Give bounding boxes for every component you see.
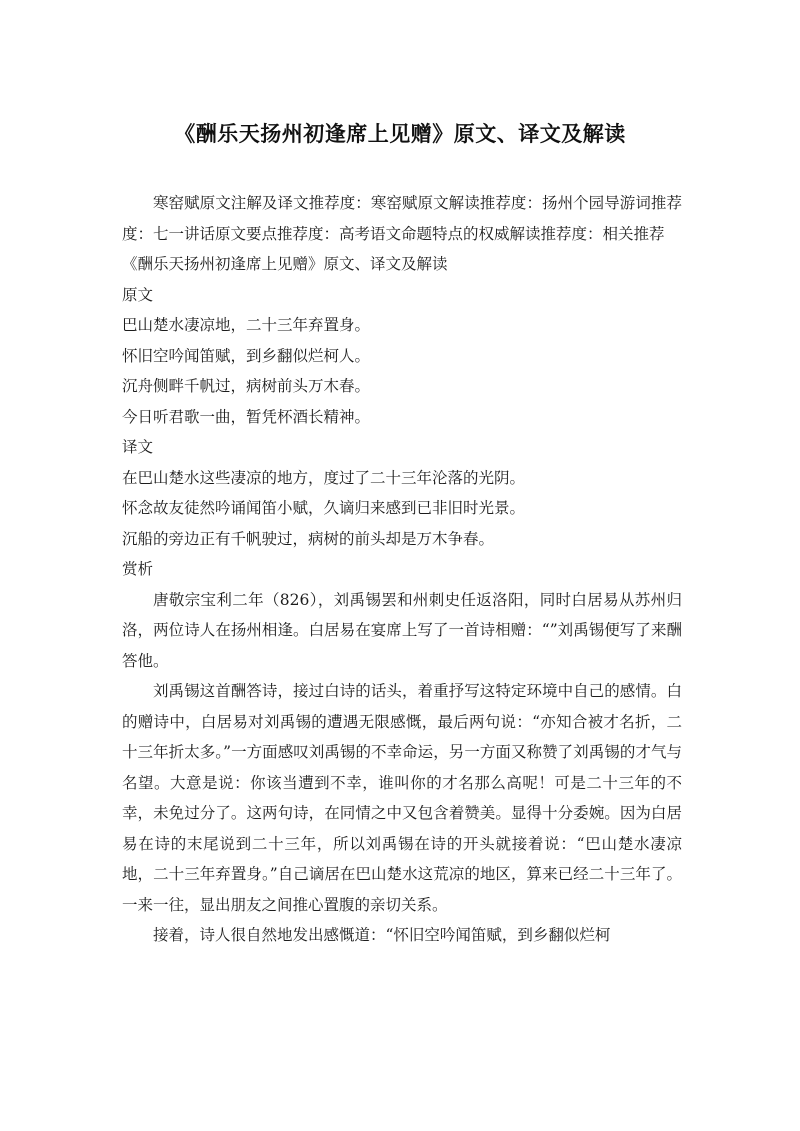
translation-line: 沉船的旁边正有千帆驶过，病树的前头却是万木争春。 bbox=[122, 529, 495, 548]
translation-line: 怀念故友徒然吟诵闻笛小赋，久谪归来感到已非旧时光景。 bbox=[122, 499, 526, 517]
analysis-paragraph: 刘禹锡这首酬答诗，接过白诗的话头，着重抒写这特定环境中自己的感情。白的赠诗中，白居易对刘禹锡的遭遇无限感慨，最后两句说：“亦知合被才名折，二十三年折太多。”一方面感叹刘禹锡的不幸命运，另一方面又称赞了刘禹锡的才气与名望。大意是说：你该当遭到不幸，谁叫你的才名那么高呢！可是二十三年的不幸，未免过分了。这两句诗，在同情之中又包含着赞美。显得十分委婉。因为白居易在诗的末尾说到二十三年，所以刘禹锡在诗的开头就接着说：“巴山楚水凄凉地，二十三年弃置身。”自己谪居在巴山楚水这荒凉的地区，算来已经二十三年了。一来一往，显出朋友之间推心置腹的亲切关系。 bbox=[122, 682, 682, 914]
poem-line: 沉舟侧畔千帆过，病树前头万木春。 bbox=[122, 377, 371, 395]
translation-heading: 译文 bbox=[122, 438, 154, 456]
translation-line: 在巴山楚水这些凄凉的地方，度过了二十三年沦落的光阴。 bbox=[122, 468, 526, 487]
analysis-heading: 赏析 bbox=[122, 560, 154, 578]
repeat-title: 《酬乐天扬州初逢席上见赠》原文、译文及解读 bbox=[122, 255, 448, 273]
intro-paragraph: 寒窑赋原文注解及译文推荐度：寒窑赋原文解读推荐度：扬州个园导游词推荐度：七一讲话原文要点推荐度：高考语文命题特点的权威解读推荐度：相关推荐 bbox=[122, 194, 682, 243]
poem-line: 今日听君歌一曲，暂凭杯酒长精神。 bbox=[122, 407, 371, 426]
poem-line: 怀旧空吟闻笛赋，到乡翻似烂柯人。 bbox=[122, 346, 371, 365]
poem-line: 巴山楚水凄凉地，二十三年弃置身。 bbox=[122, 316, 371, 334]
analysis-paragraph: 接着，诗人很自然地发出感慨道：“怀旧空吟闻笛赋，到乡翻似烂柯 bbox=[153, 926, 611, 944]
analysis-paragraph: 唐敬宗宝利二年（826），刘禹锡罢和州刺史任返洛阳，同时白居易从苏州归洛，两位诗人在扬州相逢。白居易在宴席上写了一首诗相赠：“”刘禹锡便写了来酬答他。 bbox=[122, 590, 682, 670]
document-title: 《酬乐天扬州初逢席上见赠》原文、译文及解读 bbox=[174, 122, 626, 146]
original-heading: 原文 bbox=[122, 285, 154, 304]
document-body bbox=[122, 188, 682, 951]
